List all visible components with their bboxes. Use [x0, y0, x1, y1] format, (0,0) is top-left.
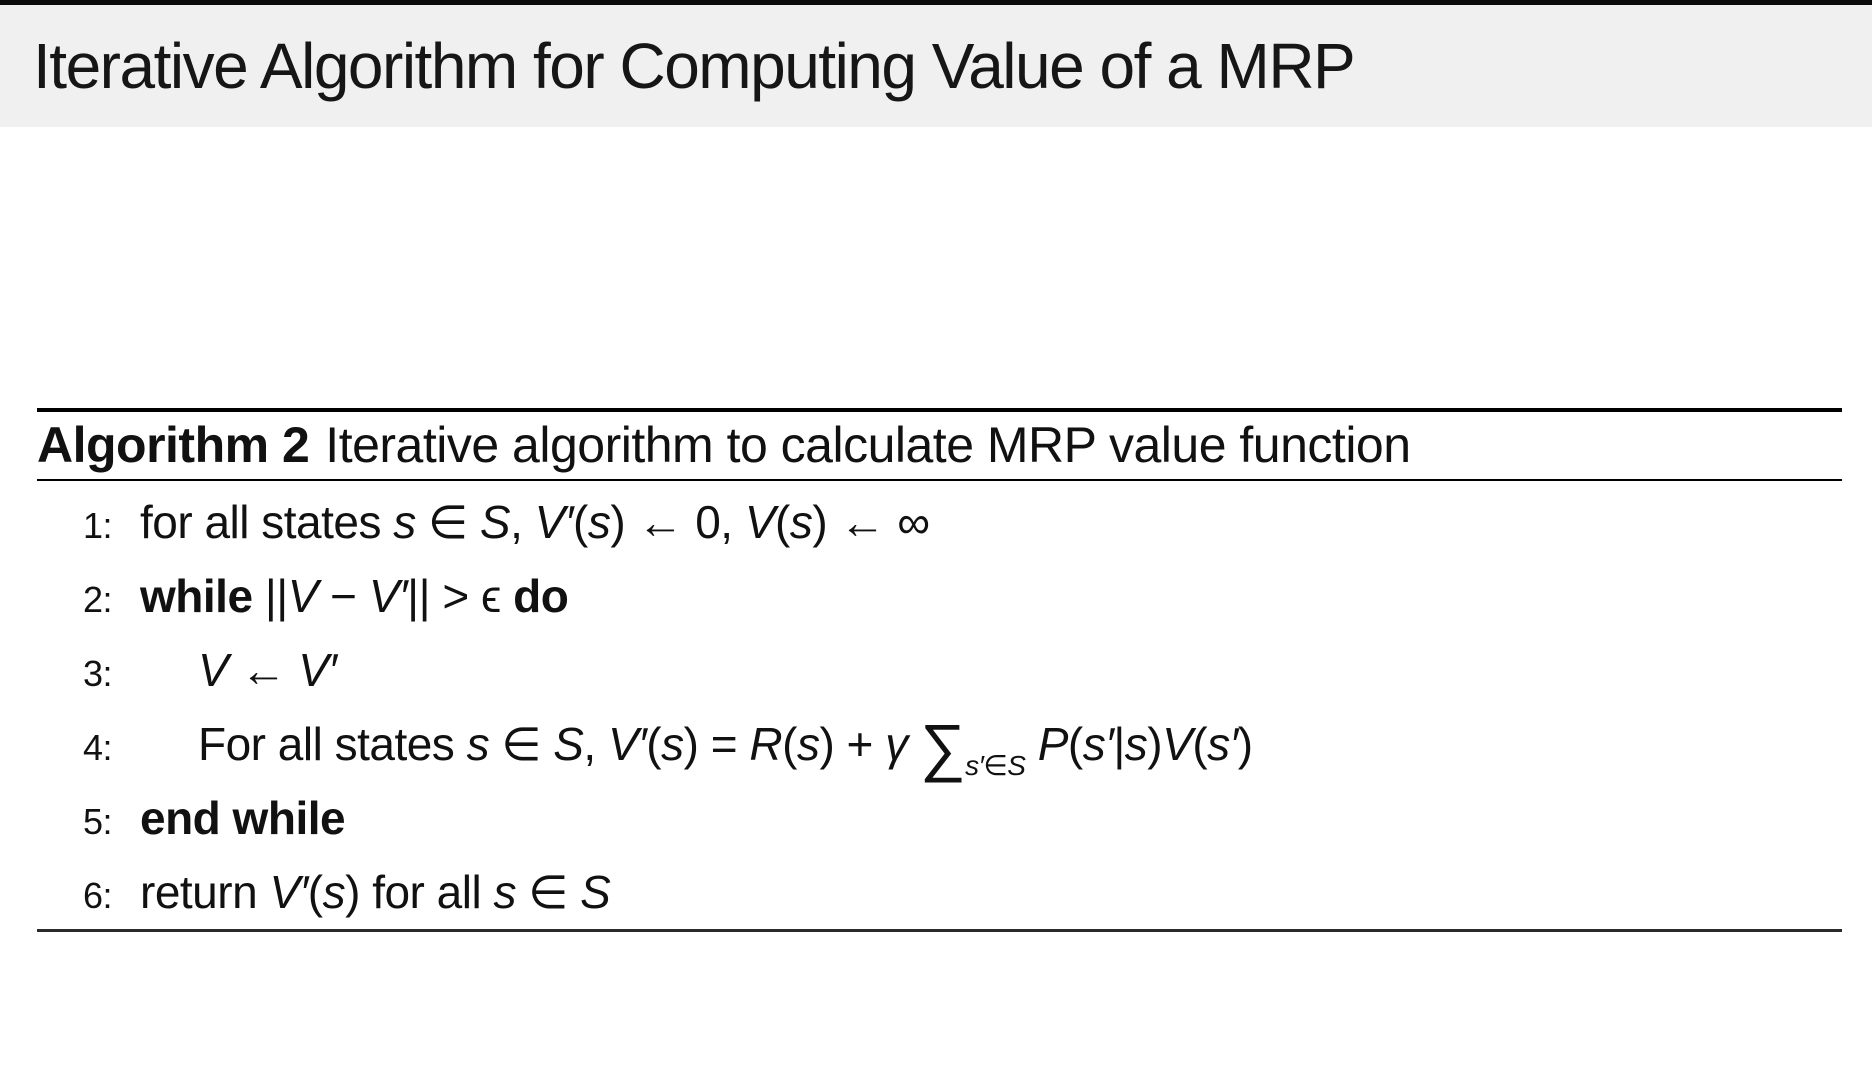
algorithm-caption: Iterative algorithm to calculate MRP value function [325, 417, 1411, 473]
line-content: For all states s ∈ S, V′(s) = R(s) + γ $\sum_{s'\in S}$ P(s′|s)V(s′) [198, 711, 1253, 783]
algorithm-line [37, 855, 1842, 929]
algorithm-lines [37, 481, 1842, 929]
line-content: for all states s ∈ S, V′(s) ← 0, V(s) ← ∞ [140, 496, 930, 548]
algorithm-line [37, 485, 1842, 559]
slide-title-bar [0, 5, 1872, 127]
line-content: return V′(s) for all s ∈ S [140, 866, 611, 918]
line-content: while ||V − V′|| > ϵ do [140, 570, 569, 622]
line-number: 3: [82, 653, 112, 694]
line-content: end while [140, 792, 346, 844]
line-number: 2: [82, 579, 112, 620]
algorithm-line [37, 559, 1842, 633]
line-number: 6: [82, 875, 112, 916]
algorithm-line [37, 633, 1842, 707]
algorithm-label: Algorithm 2 [37, 417, 310, 473]
slide-title: Iterative Algorithm for Computing Value of a MRP [33, 30, 1355, 102]
algorithm-line [37, 781, 1842, 855]
line-number: 1: [82, 505, 112, 546]
line-content: V ← V′ [198, 644, 337, 696]
algorithm-caption-row [37, 412, 1842, 481]
algorithm-bottom-rule [37, 929, 1842, 932]
line-number: 4: [82, 727, 112, 768]
algorithm-line [37, 707, 1842, 781]
line-number: 5: [82, 801, 112, 842]
algorithm-float [37, 408, 1842, 932]
